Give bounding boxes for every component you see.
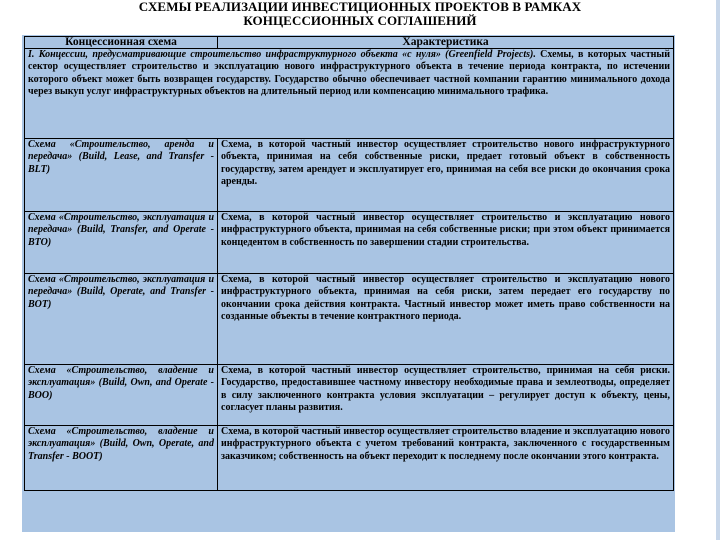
intro-text: Схемы, в которых частный сектор осуществляет строительство и эксплуатацию нового инфраструктурного объекта в течение периода контракта, по истечении которого объект может быть возвращен государству. Государство обычно обеспечивает частной компании гарантию минимального дохода через выкуп услуг инфраструктурных объектов на длительный период или компенсацию минимального трафика. — [28, 49, 670, 98]
description-cell: Схема, в которой частный инвестор осуществляет строительство и эксплуатацию нового инфраструктурного объекта, принимая на себя риски, затем передает его государству по окончании срока действия контракта. Частный инвестор может иметь право собственности на созданные объекты в течение контрактного периода. — [218, 274, 674, 365]
scheme-cell: Схема «Строительство, эксплуатация и передача» (Build, Transfer, and Operate - BTO) — [25, 212, 218, 274]
table-row — [25, 426, 674, 491]
page-title — [20, 0, 700, 28]
description-cell: Схема, в которой частный инвестор осуществляет строительство, принимая на себя риски. Государство, предоставившее частному инвестору необходимые права и землеотводы, определяет в силу заключенного контракта условия эксплуатации – регулирует доступ к объекту, цены, согласует планы развития. — [218, 365, 674, 426]
title-line-1: СХЕМЫ РЕАЛИЗАЦИИ ИНВЕСТИЦИОННЫХ ПРОЕКТОВ В РАМКАХ — [138, 0, 582, 14]
table-row — [25, 274, 674, 365]
intro-cell — [25, 49, 674, 139]
title-line-2: КОНЦЕССИОННЫХ СОГЛАШЕНИЙ — [243, 13, 477, 28]
table-header-row — [25, 37, 674, 49]
scheme-cell: Схема «Строительство, владение и эксплуатация» (Build, Own, Operate, and Transfer - BOOT) — [25, 426, 218, 491]
table-row — [25, 212, 674, 274]
table-row — [25, 365, 674, 426]
scheme-cell: Схема «Строительство, эксплуатация и передача» (Build, Operate, and Transfer - BOT) — [25, 274, 218, 365]
description-cell: Схема, в которой частный инвестор осуществляет строительство и эксплуатацию нового инфраструктурного объекта, принимая на себя собственные риски; при этом объект принимается концедентом в собственность по завершении стадии строительства. — [218, 212, 674, 274]
description-cell: Схема, в которой частный инвестор осуществляет строительство владение и эксплуатацию нового инфраструктурного объекта с учетом требований контракта, заключенного с государственным заказчиком; собственность на объект переходит к последнему после окончании этого контракта. — [218, 426, 674, 491]
description-cell: Схема, в которой частный инвестор осуществляет строительство нового инфраструктурного объекта, принимая на себя собственные риски, предает готовый объект в собственность государству, затем арендует и эксплуатирует его, принимая на себя все риски до окончания срока аренды. — [218, 139, 674, 212]
intro-heading: I. Концессии, предусматривающие строительство инфраструктурного объекта «с нуля» (Greenfield Projects). — [28, 49, 536, 60]
scheme-cell: Схема «Строительство, аренда и передача» (Build, Lease, and Transfer - BLT) — [25, 139, 218, 212]
table-panel — [22, 35, 675, 532]
table-row — [25, 139, 674, 212]
intro-row — [25, 49, 674, 139]
concession-schemes-table — [24, 36, 674, 491]
header-characteristic: Характеристика — [218, 37, 674, 49]
right-edge-stripe — [716, 0, 720, 540]
scheme-cell: Схема «Строительство, владение и эксплуатация» (Build, Own, and Operate - BOO) — [25, 365, 218, 426]
header-scheme: Концессионная схема — [25, 37, 218, 49]
